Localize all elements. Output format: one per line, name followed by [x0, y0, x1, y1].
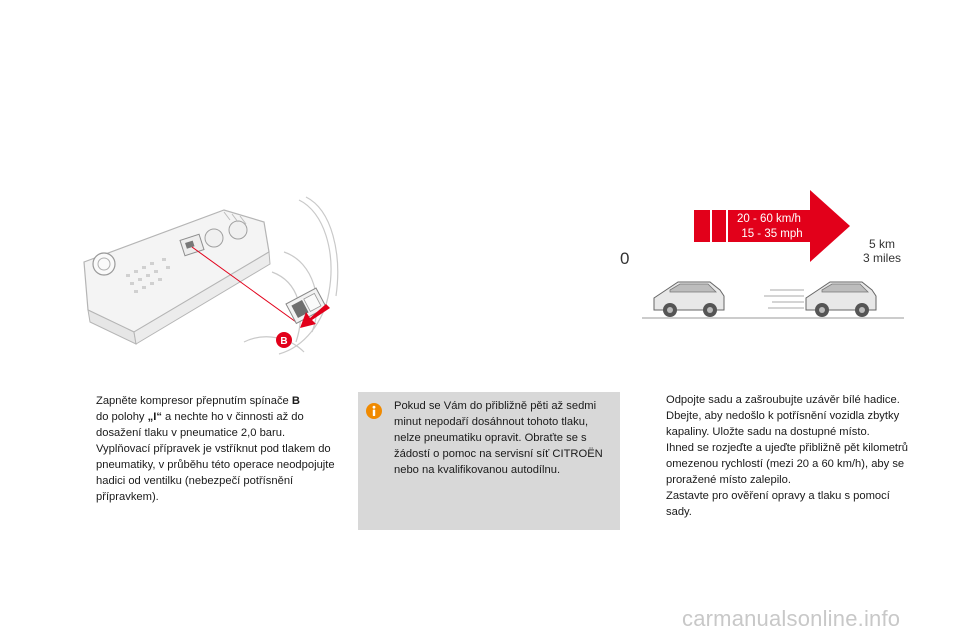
bullet-item	[644, 392, 914, 440]
bullet-item	[644, 440, 914, 488]
car-moving	[806, 282, 876, 317]
info-icon	[366, 403, 382, 419]
distance-km: 5 km	[868, 237, 896, 251]
text-part: do polohy	[96, 411, 148, 423]
speed-kmh: 20 - 60 km/h	[737, 213, 801, 225]
bold-i: „I“	[147, 411, 162, 423]
bold-b: B	[291, 395, 300, 407]
drive-instruction: Ihned se rozjeďte a ujeďte přibližně pět kilometrů omezenou rychlostí (mezi 20 a 60 km/h), aby se proražené místo zalepilo.	[666, 442, 908, 486]
drive-illustration	[614, 186, 906, 320]
disconnect-instruction: Odpojte sadu a zašroubujte uzávěr bílé hadice.	[666, 394, 900, 406]
text-part: a nechte ho v činnosti až do dosažení tlaku v pneumatice 2,0 baru. Vyplňovací přípravek je vstříknut pod tlakem do pneumatiky, v průběhu této operace neodpojujte hadici od ventilku (nebezpečí potřísnění přípravkem).	[96, 411, 335, 503]
speed-mph: 15 - 35 mph	[741, 228, 803, 240]
speed-arrow	[728, 190, 850, 262]
check-instruction: Zastavte pro ověření opravy a tlaku s pomocí sady.	[666, 490, 890, 518]
text-part: Zapněte kompresor přepnutím spínače	[96, 395, 292, 407]
disconnect-note: Dbejte, aby nedošlo k potřísnění vozidla zbytky kapaliny. Uložte sadu na dostupné místo.	[666, 410, 900, 438]
arrow-stripe	[694, 210, 710, 242]
distance-miles: 3 miles	[862, 251, 902, 265]
right-column	[644, 392, 914, 520]
bullet-item	[644, 488, 914, 520]
info-box	[358, 392, 620, 530]
compressor-illustration	[74, 192, 340, 357]
left-column	[74, 393, 342, 505]
start-label: 0	[620, 249, 630, 268]
arrow-stripe	[712, 210, 726, 242]
label-b: B	[280, 336, 288, 347]
watermark: carmanualsonline.info	[682, 606, 901, 631]
compressor-instruction	[96, 393, 342, 505]
bullet-item	[74, 393, 342, 505]
car-start	[654, 282, 724, 317]
info-text: Pokud se Vám do přibližně pěti až sedmi minut nepodaří dosáhnout tohoto tlaku, nelze pneumatiku opravit. Obraťte se s žádostí o pomoc na servisní síť CITROËN nebo na kvalifikovanou autodílnu.	[394, 400, 603, 476]
